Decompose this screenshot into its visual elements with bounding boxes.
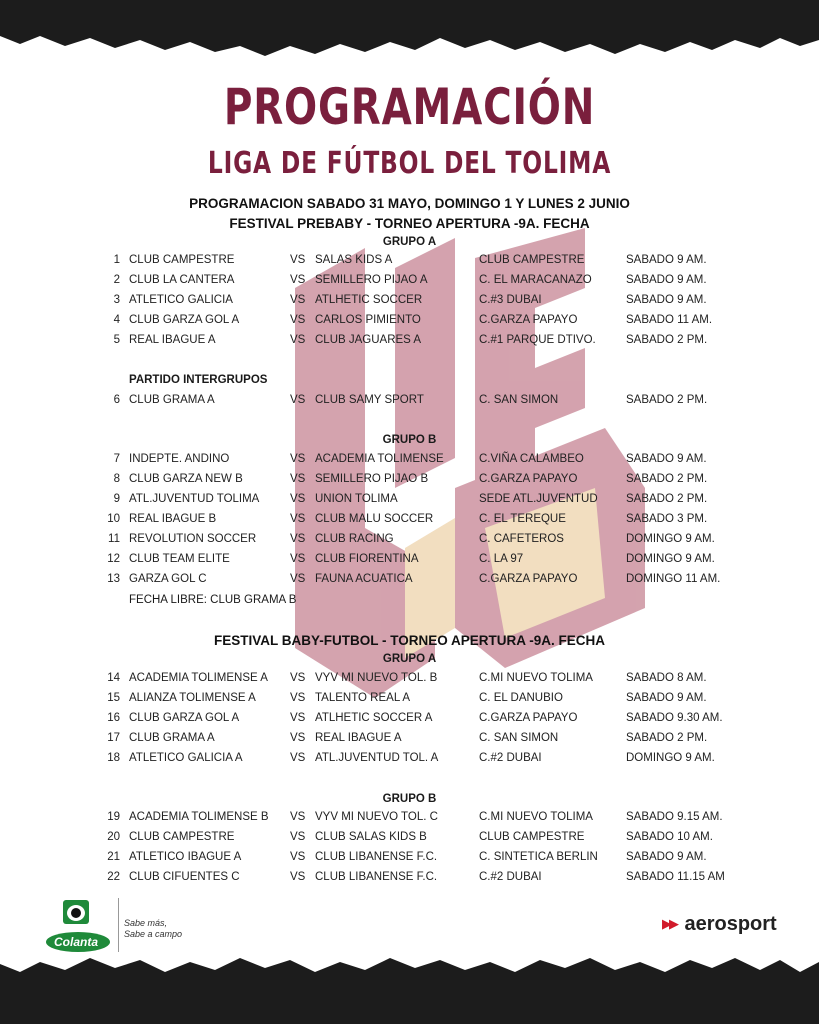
group-a-label: GRUPO A [382,236,437,248]
versus-label: VS [290,314,306,326]
match-row [0,732,819,750]
match-row [0,334,819,352]
match-venue: C. SAN SIMON [479,732,559,744]
away-team: CLUB LIBANENSE F.C. [315,851,438,863]
match-venue: C. SAN SIMON [479,394,559,406]
versus-label: VS [290,493,306,505]
home-team: CLUB CAMPESTRE [129,254,235,266]
versus-label: VS [290,513,306,525]
match-time: SABADO 9 AM. [626,254,707,266]
match-number: 19 [107,811,120,823]
match-time: SABADO 8 AM. [626,672,707,684]
away-team: ATLHETIC SOCCER A [315,712,433,724]
match-venue: SEDE ATL.JUVENTUD [479,493,598,505]
home-team: ATLETICO GALICIA [129,294,233,306]
home-team: CLUB GARZA GOL A [129,712,240,724]
versus-label: VS [290,692,306,704]
home-team: CLUB CAMPESTRE [129,831,235,843]
match-row [0,473,819,491]
versus-label: VS [290,254,306,266]
match-number: 2 [113,274,120,286]
away-team: CARLOS PIMIENTO [315,314,421,326]
versus-label: VS [290,811,306,823]
match-number: 18 [107,752,120,764]
match-number: 1 [113,254,120,266]
match-time: SABADO 9 AM. [626,294,707,306]
colanta-slogan-1: Sabe más, [124,918,168,928]
match-venue: C. EL TEREQUE [479,513,566,525]
match-time: SABADO 3 PM. [626,513,708,525]
match-row [0,871,819,889]
match-number: 20 [107,831,120,843]
versus-label: VS [290,672,306,684]
match-time: SABADO 9 AM. [626,692,707,704]
home-team: CLUB TEAM ELITE [129,553,230,565]
colanta-brand: Colanta [54,935,99,949]
baby-group-a-label: GRUPO A [382,653,437,665]
match-time: DOMINGO 11 AM. [626,573,721,585]
colanta-slogan-2: Sabe a campo [124,929,183,939]
versus-label: VS [290,334,306,346]
match-venue: C.#3 DUBAI [479,294,542,306]
match-time: SABADO 2 PM. [626,394,708,406]
match-row [0,692,819,710]
match-time: DOMINGO 9 AM. [626,533,715,545]
home-team: CLUB GRAMA A [129,732,215,744]
away-team: CLUB MALU SOCCER [315,513,434,525]
match-venue: C. EL MARACANAZO [479,274,592,286]
away-team: CLUB SAMY SPORT [315,394,424,406]
home-team: ACADEMIA TOLIMENSE A [129,672,268,684]
match-row [0,672,819,690]
home-team: ATLETICO GALICIA A [129,752,243,764]
match-time: SABADO 11 AM. [626,314,713,326]
match-venue: C.GARZA PAPAYO [479,473,578,485]
match-venue: C.#1 PARQUE DTIVO. [479,334,596,346]
versus-label: VS [290,851,306,863]
match-venue: C.MI NUEVO TOLIMA [479,672,593,684]
match-row [0,294,819,312]
match-row [0,831,819,849]
home-team: REAL IBAGUE A [129,334,216,346]
match-time: SABADO 2 PM. [626,334,708,346]
match-venue: CLUB CAMPESTRE [479,831,585,843]
away-team: CLUB JAGUARES A [315,334,422,346]
versus-label: VS [290,712,306,724]
versus-label: VS [290,453,306,465]
match-row [0,254,819,272]
away-team: TALENTO REAL A [315,692,411,704]
away-team: CLUB SALAS KIDS B [315,831,427,843]
versus-label: VS [290,871,306,883]
away-team: CLUB FIORENTINA [315,553,419,565]
match-time: SABADO 9.30 AM. [626,712,723,724]
versus-label: VS [290,752,306,764]
aerosport-logo [662,913,777,937]
match-venue: CLUB CAMPESTRE [479,254,585,266]
match-venue: C.GARZA PAPAYO [479,712,578,724]
away-team: CLUB LIBANENSE F.C. [315,871,438,883]
match-number: 21 [107,851,120,863]
torn-paper-top [0,0,819,62]
match-number: 9 [113,493,120,505]
match-time: SABADO 2 PM. [626,473,708,485]
match-row [0,533,819,551]
match-time: SABADO 9 AM. [626,851,707,863]
versus-label: VS [290,573,306,585]
match-venue: C. EL DANUBIO [479,692,563,704]
match-time: DOMINGO 9 AM. [626,553,715,565]
home-team: ATL.JUVENTUD TOLIMA [129,493,260,505]
match-row [0,314,819,332]
away-team: ATL.JUVENTUD TOL. A [315,752,439,764]
home-team: REAL IBAGUE B [129,513,217,525]
home-team: CLUB CIFUENTES C [129,871,240,883]
away-team: VYV MI NUEVO TOL. C [315,811,438,823]
match-number: 22 [107,871,120,883]
versus-label: VS [290,294,306,306]
match-number: 3 [113,294,120,306]
home-team: CLUB GRAMA A [129,394,215,406]
match-time: SABADO 2 PM. [626,493,708,505]
match-number: 8 [113,473,120,485]
match-row [0,274,819,292]
match-venue: C. CAFETEROS [479,533,564,545]
match-number: 11 [108,533,120,545]
match-row [0,453,819,471]
colanta-logo [44,898,194,954]
match-number: 15 [107,692,120,704]
away-team: CLUB RACING [315,533,394,545]
match-time: SABADO 9 AM. [626,453,707,465]
home-team: CLUB GARZA GOL A [129,314,240,326]
away-team: VYV MI NUEVO TOL. B [315,672,438,684]
match-row [0,493,819,511]
home-team: CLUB GARZA NEW B [129,473,243,485]
match-row [0,851,819,869]
versus-label: VS [290,533,306,545]
home-team: GARZA GOL C [129,573,207,585]
home-team: REVOLUTION SOCCER [129,533,257,545]
match-number: 6 [113,394,120,406]
versus-label: VS [290,831,306,843]
match-number: 10 [107,513,120,525]
match-number: 7 [113,453,120,465]
match-venue: C.#2 DUBAI [479,871,542,883]
home-team: ATLETICO IBAGUE A [129,851,242,863]
free-date-note: FECHA LIBRE: CLUB GRAMA B [129,594,297,606]
match-time: SABADO 9.15 AM. [626,811,723,823]
match-venue: C.#2 DUBAI [479,752,542,764]
away-team: UNION TOLIMA [315,493,398,505]
match-row [0,394,819,412]
match-number: 12 [107,553,120,565]
match-row [0,513,819,531]
match-number: 17 [107,732,120,744]
schedule-dates: PROGRAMACION SABADO 31 MAYO, DOMINGO 1 Y LUNES 2 JUNIO [189,196,630,211]
page-subtitle: LIGA DE FÚTBOL DEL TOLIMA [207,146,612,181]
group-b-label: GRUPO B [382,434,437,446]
away-team: SEMILLERO PIJAO A [315,274,428,286]
away-team: SEMILLERO PIJAO B [315,473,429,485]
match-time: SABADO 2 PM. [626,732,708,744]
home-team: ALIANZA TOLIMENSE A [129,692,256,704]
home-team: INDEPTE. ANDINO [129,453,230,465]
versus-label: VS [290,553,306,565]
match-time: SABADO 10 AM. [626,831,713,843]
aerosport-brand: aerosport [684,913,777,935]
match-venue: C.VIÑA CALAMBEO [479,453,584,465]
match-venue: C.GARZA PAPAYO [479,314,578,326]
versus-label: VS [290,394,306,406]
away-team: REAL IBAGUE A [315,732,402,744]
play-arrows-icon: ▶▶ [662,916,676,931]
versus-label: VS [290,732,306,744]
prebaby-title: FESTIVAL PREBABY - TORNEO APERTURA -9A. FECHA [229,216,590,231]
match-number: 4 [113,314,120,326]
match-number: 5 [113,334,120,346]
away-team: SALAS KIDS A [315,254,393,266]
versus-label: VS [290,473,306,485]
footer-divider [118,898,119,952]
match-number: 14 [107,672,120,684]
match-time: SABADO 9 AM. [626,274,707,286]
match-row [0,712,819,730]
baby-title: FESTIVAL BABY-FUTBOL - TORNEO APERTURA -9A. FECHA [213,633,605,648]
match-venue: C.GARZA PAPAYO [479,573,578,585]
away-team: ACADEMIA TOLIMENSE [315,453,444,465]
versus-label: VS [290,274,306,286]
home-team: CLUB LA CANTERA [129,274,235,286]
away-team: ATLHETIC SOCCER [315,294,423,306]
match-row [0,752,819,770]
home-team: ACADEMIA TOLIMENSE B [129,811,269,823]
match-number: 16 [107,712,120,724]
intergroups-label: PARTIDO INTERGRUPOS [129,374,268,386]
match-time: DOMINGO 9 AM. [626,752,715,764]
away-team: FAUNA ACUATICA [315,573,413,585]
match-venue: C. LA 97 [479,553,524,565]
torn-paper-bottom [0,954,819,1024]
match-row [0,553,819,571]
match-row [0,811,819,829]
page-title: PROGRAMACIÓN [223,78,596,136]
match-row [0,573,819,591]
match-venue: C. SINTETICA BERLIN [479,851,598,863]
baby-group-b-label: GRUPO B [382,793,437,805]
match-number: 13 [107,573,120,585]
match-time: SABADO 11.15 AM [626,871,725,883]
match-venue: C.MI NUEVO TOLIMA [479,811,593,823]
